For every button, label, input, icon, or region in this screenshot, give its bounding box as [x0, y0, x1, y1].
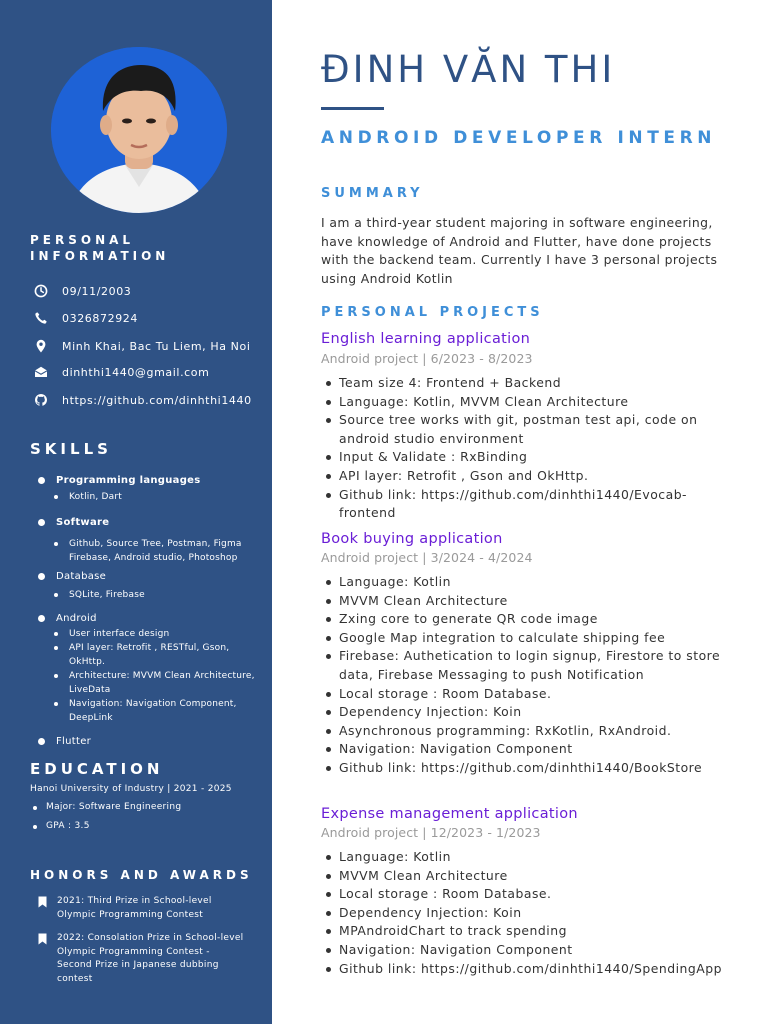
profile-photo-illustration — [51, 47, 227, 213]
location-pin-icon — [34, 339, 48, 353]
project-bullet: Navigation: Navigation Component — [321, 941, 731, 960]
skill-item: API layer: Retrofit , RESTful, Gson, OkHttp. — [53, 641, 263, 669]
project-meta: Android project | 3/2024 - 4/2024 — [321, 550, 533, 565]
project-bullet: Language: Kotlin, MVVM Clean Architecture — [321, 393, 731, 412]
bookmark-icon — [38, 896, 47, 908]
skill-group-title: Flutter — [56, 736, 92, 747]
project-bullet: MVVM Clean Architecture — [321, 867, 731, 886]
project-github-link[interactable]: Github link: https://github.com/dinhthi1440/Evocab-frontend — [321, 486, 731, 523]
github-link[interactable]: https://github.com/dinhthi1440 — [62, 393, 252, 407]
address-row — [34, 339, 251, 353]
project-bullet: Dependency Injection: Koin — [321, 703, 731, 722]
skill-list-software — [53, 537, 263, 565]
project-github-link[interactable]: Github link: https://github.com/dinhthi1440/SpendingApp — [321, 960, 731, 979]
project-bullet: Source tree works with git, postman test api, code on android studio environment — [321, 411, 731, 448]
skill-group-title: Android — [56, 613, 97, 624]
bullet-dot — [38, 519, 45, 526]
project-bullet: Language: Kotlin — [321, 573, 731, 592]
project-bullets — [321, 374, 731, 523]
skill-item: User interface design — [53, 627, 263, 641]
skill-group-software — [38, 517, 109, 528]
project-bullets — [321, 848, 731, 978]
project-bullet: Team size 4: Frontend + Backend — [321, 374, 731, 393]
award-item — [38, 895, 247, 922]
envelope-icon — [34, 365, 48, 379]
project-bullet: API layer: Retrofit , Gson and OkHttp. — [321, 467, 731, 486]
address-text: Minh Khai, Bac Tu Liem, Ha Noi — [62, 339, 251, 353]
project-meta: Android project | 6/2023 - 8/2023 — [321, 351, 533, 366]
bullet-dot — [38, 573, 45, 580]
skill-item: Github, Source Tree, Postman, Figma Firebase, Android studio, Photoshop — [53, 537, 263, 565]
project-bullet: Input & Validate : RxBinding — [321, 448, 731, 467]
bullet-dot — [38, 738, 45, 745]
summary-text: I am a third-year student majoring in software engineering, have knowledge of Android and Flutter, have done projects with the backend team. Currently I have 3 personal projects using Android Kotlin — [321, 215, 718, 286]
phone-text: 0326872924 — [62, 311, 138, 325]
skill-item: Navigation: Navigation Component, DeepLink — [53, 697, 263, 725]
skill-list-database — [53, 588, 263, 602]
skill-group-programming-languages — [38, 475, 201, 486]
candidate-name: ĐINH VĂN THI — [321, 48, 616, 91]
skills-heading: SKILLS — [30, 440, 112, 458]
email-row — [34, 365, 209, 379]
education-major: Major: Software Engineering — [32, 798, 181, 817]
profile-photo — [51, 47, 227, 213]
bullet-dot — [38, 615, 45, 622]
award-text: 2021: Third Prize in School-level Olympic Programming Contest — [57, 896, 212, 920]
name-underline — [321, 107, 384, 110]
birthdate-text: 09/11/2003 — [62, 284, 132, 298]
project-title: English learning application — [321, 331, 531, 347]
skill-group-title: Software — [56, 517, 110, 528]
project-bullet: Firebase: Authetication to login signup, Firestore to store data, Firebase Messaging to push Notification — [321, 647, 731, 684]
project-bullet: Navigation: Navigation Component — [321, 740, 731, 759]
education-details — [32, 798, 181, 836]
github-row — [34, 393, 252, 407]
email-text[interactable]: dinhthi1440@gmail.com — [62, 365, 210, 379]
skill-list-android — [53, 627, 263, 725]
skill-group-flutter — [38, 736, 91, 747]
sidebar — [0, 0, 272, 1024]
project-meta: Android project | 12/2023 - 1/2023 — [321, 825, 541, 840]
personal-info-heading-line1: PERSONAL — [30, 233, 135, 247]
project-bullet: Zxing core to generate QR code image — [321, 610, 731, 629]
skill-group-android — [38, 613, 97, 624]
summary-heading: SUMMARY — [321, 186, 424, 201]
project-bullets — [321, 573, 731, 778]
project-bullet: MPAndroidChart to track spending — [321, 922, 731, 941]
skill-item: Kotlin, Dart — [53, 490, 263, 504]
clock-icon — [34, 284, 48, 298]
education-heading: EDUCATION — [30, 760, 164, 778]
award-item — [38, 932, 247, 986]
project-bullet: Language: Kotlin — [321, 848, 731, 867]
project-title: Expense management application — [321, 806, 578, 822]
education-gpa: GPA : 3.5 — [32, 817, 181, 836]
project-title: Book buying application — [321, 531, 503, 547]
personal-info-heading — [30, 232, 169, 264]
main-content — [272, 0, 768, 1024]
skill-item: SQLite, Firebase — [53, 588, 263, 602]
project-bullet: MVVM Clean Architecture — [321, 592, 731, 611]
skill-group-database — [38, 571, 106, 582]
skill-list-programming-languages — [53, 490, 263, 504]
project-bullet: Asynchronous programming: RxKotlin, RxAndroid. — [321, 722, 731, 741]
skill-item: Architecture: MVVM Clean Architecture, LiveData — [53, 669, 263, 697]
education-school: Hanoi University of Industry | 2021 - 2025 — [30, 784, 232, 794]
project-github-link[interactable]: Github link: https://github.com/dinhthi1440/BookStore — [321, 759, 731, 778]
award-text: 2022: Consolation Prize in School-level Olympic Programming Contest - Second Prize in Japanese dubbing contest — [57, 933, 244, 984]
birthdate-row — [34, 284, 131, 298]
phone-icon — [34, 311, 48, 325]
project-bullet: Dependency Injection: Koin — [321, 904, 731, 923]
project-bullet: Local storage : Room Database. — [321, 885, 731, 904]
phone-row — [34, 311, 138, 325]
github-icon — [34, 393, 48, 407]
projects-heading: PERSONAL PROJECTS — [321, 305, 544, 320]
personal-info-heading-line2: INFORMATION — [30, 249, 170, 263]
bullet-dot — [38, 477, 45, 484]
project-bullet: Google Map integration to calculate shipping fee — [321, 629, 731, 648]
honors-heading: HONORS AND AWARDS — [30, 868, 253, 882]
bookmark-icon — [38, 933, 47, 945]
project-bullet: Local storage : Room Database. — [321, 685, 731, 704]
job-title: ANDROID DEVELOPER INTERN — [321, 128, 717, 148]
skill-group-title: Database — [56, 571, 107, 582]
skill-group-title: Programming languages — [56, 475, 201, 486]
